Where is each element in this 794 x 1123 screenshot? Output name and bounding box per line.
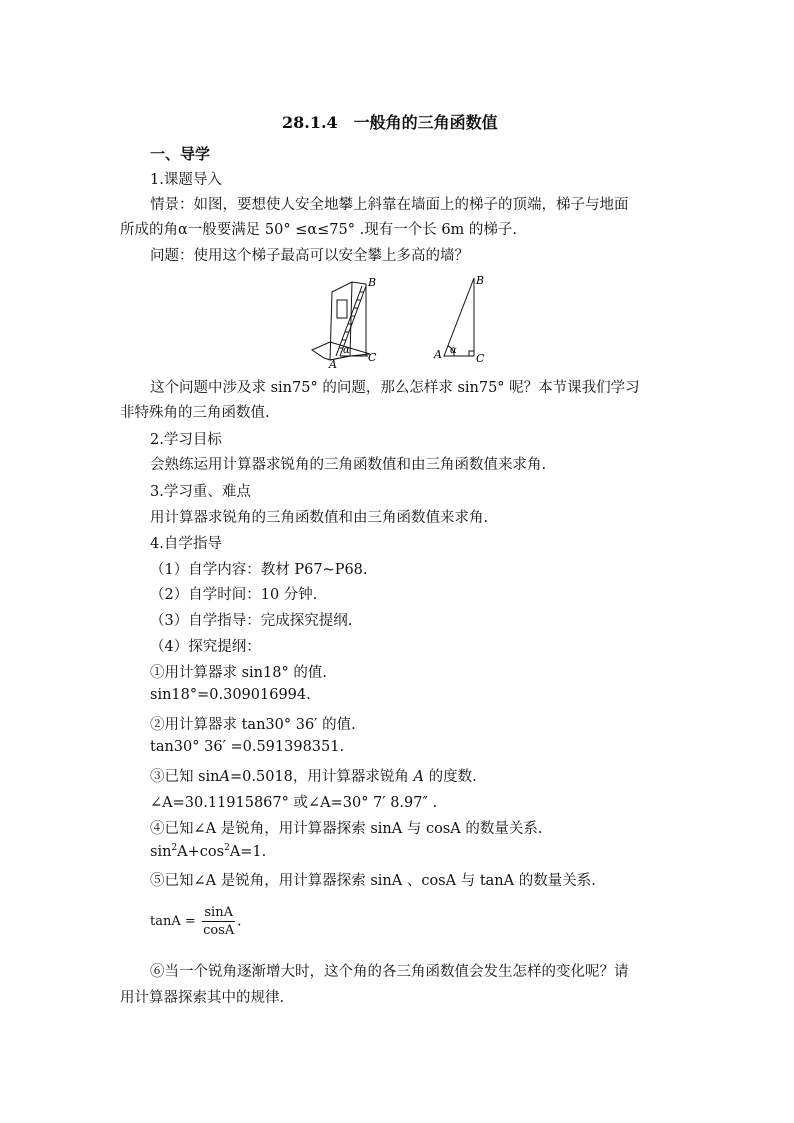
outline-a1: sin18°=0.309016994. <box>150 687 311 703</box>
outline-q5: ⑤已知∠A 是锐角，用计算器探索 sinA 、cosA 与 tanA 的数量关系. <box>150 873 596 889</box>
ground-shape <box>312 342 370 360</box>
label-alpha-right: α <box>450 345 457 356</box>
label-c-right: C <box>476 352 485 365</box>
outline-a2: tan30° 36′ =0.591398351. <box>150 739 345 755</box>
guide-heading: 4.自学指导 <box>150 536 222 552</box>
intro-after-1: 这个问题中涉及求 sin75° 的问题，那么怎样求 sin75° 呢？本节课我们学习 <box>150 380 640 396</box>
guide-item-2: （2）自学时间：10 分钟. <box>150 587 318 603</box>
goals-text: 会熟练运用计算器求锐角的三角函数值和由三角函数值来求角. <box>150 457 547 473</box>
outline-q3: ③已知 sinA=0.5018，用计算器求锐角 A 的度数. <box>150 769 477 785</box>
keys-text: 用计算器求锐角的三角函数值和由三角函数值来求角. <box>150 510 489 526</box>
right-angle-mark <box>469 351 474 356</box>
outline-a5-formula: tanA = $\frac{\sin A}{\cos A}$ . <box>150 905 242 938</box>
outline-q6-line-2: 用计算器探索其中的规律. <box>120 990 285 1006</box>
label-alpha-left: α <box>343 345 350 356</box>
guide-item-3: （3）自学指导：完成探究提纲. <box>150 613 353 629</box>
label-b-right: B <box>476 274 485 287</box>
label-c-left: C <box>368 351 377 364</box>
window-shape <box>337 300 347 318</box>
intro-question: 问题：使用这个梯子最高可以安全攀上多高的墙？ <box>150 248 469 264</box>
intro-heading: 1.课题导入 <box>150 172 222 188</box>
intro-line-2: 所成的角α一般要满足 50° ≤α≤75° .现有一个长 6m 的梯子. <box>120 222 518 238</box>
outline-a4: $\sin^2A+\cos^2A=1$. <box>150 843 267 860</box>
label-a-right: A <box>434 348 442 361</box>
right-triangle <box>444 278 474 356</box>
goals-heading: 2.学习目标 <box>150 432 222 448</box>
outline-q4: ④已知∠A 是锐角，用计算器探索 sinA 与 cosA 的数量关系. <box>150 821 543 837</box>
label-a-left: A <box>329 358 337 370</box>
ladder-figure <box>300 270 500 370</box>
section-heading-guide: 一、导学 <box>150 145 211 163</box>
guide-item-1: （1）自学内容：教材 P67~P68. <box>150 562 368 578</box>
page-title: 28.1.4 一般角的三角函数值 <box>282 113 498 132</box>
outline-q6-line-1: ⑥当一个锐角逐渐增大时，这个角的各三角函数值会发生怎样的变化呢？请 <box>150 964 629 980</box>
keys-heading: 3.学习重、难点 <box>150 484 251 500</box>
outline-a3: ∠A=30.11915867° 或∠A=30° 7′ 8.97″ . <box>150 795 438 811</box>
fraction: $\frac{\sin A}{\cos A}$ <box>203 905 235 938</box>
label-b-left: B <box>368 276 377 289</box>
outline-q1: ①用计算器求 sin18° 的值. <box>150 665 327 681</box>
intro-line-1: 情景：如图，要想使人安全地攀上斜靠在墙面上的梯子的顶端，梯子与地面 <box>150 197 629 213</box>
outline-q2: ②用计算器求 tan30° 36′ 的值. <box>150 717 356 733</box>
intro-after-2: 非特殊角的三角函数值. <box>120 405 270 421</box>
guide-item-4: （4）探究提纲： <box>150 639 261 655</box>
